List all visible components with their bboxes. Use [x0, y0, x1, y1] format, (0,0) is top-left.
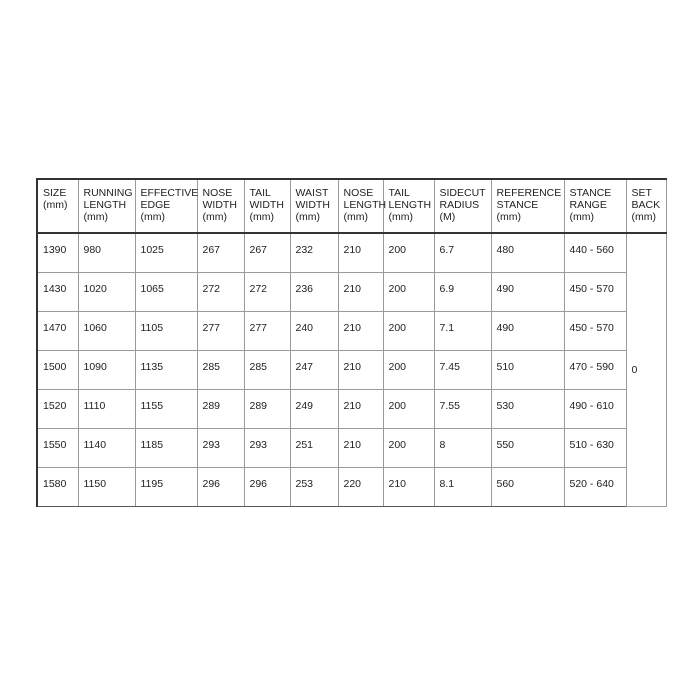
column-header-line: (mm)	[631, 211, 656, 223]
table-row	[37, 350, 666, 389]
table-cell-size: 1550	[37, 428, 78, 467]
column-header-nose-length	[338, 179, 387, 233]
table-cell-reference-stance: 490	[491, 272, 564, 311]
table-cell-nose-length: 210	[338, 350, 383, 389]
column-header-effective-edge	[135, 179, 197, 233]
table-cell-effective-edge: 1185	[135, 428, 197, 467]
column-header-line: (mm)	[569, 211, 594, 223]
table-cell-running-length: 1090	[78, 350, 135, 389]
column-header-waist-width	[290, 179, 338, 233]
column-header-line: SET	[631, 187, 652, 199]
column-header-line: LENGTH	[388, 199, 432, 211]
table-cell-size: 1520	[37, 389, 78, 428]
table-row	[37, 467, 666, 506]
table-cell-sidecut-radius: 8.1	[434, 467, 491, 506]
column-header-line: (mm)	[202, 211, 227, 223]
table-cell-sidecut-radius: 6.7	[434, 233, 491, 272]
table-cell-waist-width: 232	[290, 233, 338, 272]
table-cell-waist-width: 247	[290, 350, 338, 389]
table-cell-tail-length: 200	[383, 428, 434, 467]
table-cell-size: 1580	[37, 467, 78, 506]
table-cell-nose-length: 220	[338, 467, 383, 506]
table-cell-waist-width: 240	[290, 311, 338, 350]
table-cell-tail-length: 200	[383, 233, 434, 272]
table-cell-sidecut-radius: 7.45	[434, 350, 491, 389]
table-cell-tail-width: 267	[244, 233, 290, 272]
table-cell-effective-edge: 1135	[135, 350, 197, 389]
table-cell-stance-range: 440 - 560	[564, 233, 626, 272]
table-cell-nose-length: 210	[338, 272, 383, 311]
table-cell-nose-width: 293	[197, 428, 244, 467]
column-header-set-back	[626, 179, 666, 233]
table-cell-effective-edge: 1105	[135, 311, 197, 350]
column-header-line: REFERENCE	[496, 187, 562, 199]
table-cell-stance-range: 520 - 640	[564, 467, 626, 506]
spec-table	[36, 178, 667, 507]
table-cell-running-length: 1060	[78, 311, 135, 350]
column-header-line: SIDECUT	[439, 187, 486, 199]
table-cell-stance-range: 450 - 570	[564, 311, 626, 350]
column-header-line: STANCE	[496, 199, 539, 211]
column-header-line: SIZE	[43, 187, 67, 199]
table-cell-sidecut-radius: 8	[434, 428, 491, 467]
column-header-stance-range	[564, 179, 626, 233]
table-cell-reference-stance: 560	[491, 467, 564, 506]
table-cell-sidecut-radius: 7.55	[434, 389, 491, 428]
column-header-line: TAIL	[249, 187, 271, 199]
table-cell-nose-width: 296	[197, 467, 244, 506]
column-header-line: STANCE	[569, 187, 612, 199]
column-header-nose-width	[197, 179, 244, 233]
table-cell-size: 1430	[37, 272, 78, 311]
table-cell-reference-stance: 480	[491, 233, 564, 272]
column-header-line: LENGTH	[83, 199, 127, 211]
table-cell-tail-width: 289	[244, 389, 290, 428]
column-header-line: RADIUS	[439, 199, 480, 211]
table-cell-nose-length: 210	[338, 389, 383, 428]
column-header-line: WIDTH	[202, 199, 237, 211]
column-header-line: NOSE	[202, 187, 233, 199]
column-header-line: TAIL	[388, 187, 410, 199]
table-cell-set-back: 0	[626, 233, 666, 506]
table-cell-tail-length: 200	[383, 350, 434, 389]
table-cell-nose-width: 277	[197, 311, 244, 350]
column-header-line: (mm)	[140, 211, 165, 223]
table-cell-size: 1500	[37, 350, 78, 389]
table-cell-running-length: 1110	[78, 389, 135, 428]
table-cell-nose-length: 210	[338, 428, 383, 467]
table-cell-running-length: 1020	[78, 272, 135, 311]
table-cell-stance-range: 470 - 590	[564, 350, 626, 389]
column-header-line: (mm)	[249, 211, 274, 223]
table-cell-tail-width: 293	[244, 428, 290, 467]
table-row	[37, 428, 666, 467]
table-cell-reference-stance: 530	[491, 389, 564, 428]
table-cell-waist-width: 251	[290, 428, 338, 467]
table-cell-running-length: 1140	[78, 428, 135, 467]
table-cell-waist-width: 253	[290, 467, 338, 506]
table-cell-stance-range: 490 - 610	[564, 389, 626, 428]
column-header-line: NOSE	[343, 187, 374, 199]
column-header-line: LENGTH	[343, 199, 387, 211]
table-cell-nose-width: 285	[197, 350, 244, 389]
column-header-line: BACK	[631, 199, 661, 211]
table-cell-nose-width: 272	[197, 272, 244, 311]
column-header-line: EFFECTIVE	[140, 187, 199, 199]
column-header-line: (mm)	[343, 211, 368, 223]
table-cell-effective-edge: 1025	[135, 233, 197, 272]
column-header-running-length	[78, 179, 135, 233]
table-cell-tail-width: 277	[244, 311, 290, 350]
table-cell-reference-stance: 510	[491, 350, 564, 389]
table-cell-size: 1470	[37, 311, 78, 350]
table-row	[37, 389, 666, 428]
table-header	[37, 179, 666, 233]
column-header-tail-length	[383, 179, 434, 233]
table-cell-running-length: 980	[78, 233, 135, 272]
table-body	[37, 233, 666, 506]
table-cell-nose-width: 289	[197, 389, 244, 428]
column-header-line: WIDTH	[249, 199, 284, 211]
column-header-line: (mm)	[295, 211, 320, 223]
table-cell-effective-edge: 1065	[135, 272, 197, 311]
table-cell-effective-edge: 1195	[135, 467, 197, 506]
table-cell-waist-width: 236	[290, 272, 338, 311]
column-header-line: RUNNING	[83, 187, 133, 199]
column-header-line: WAIST	[295, 187, 329, 199]
table-cell-stance-range: 450 - 570	[564, 272, 626, 311]
column-header-reference-stance	[491, 179, 564, 233]
column-header-line: (M)	[439, 211, 456, 223]
table-row	[37, 233, 666, 272]
table-cell-size: 1390	[37, 233, 78, 272]
table-cell-tail-length: 200	[383, 389, 434, 428]
column-header-sidecut-radius	[434, 179, 491, 233]
table-cell-sidecut-radius: 7.1	[434, 311, 491, 350]
column-header-line: (mm)	[43, 199, 68, 211]
table-cell-waist-width: 249	[290, 389, 338, 428]
table-cell-reference-stance: 490	[491, 311, 564, 350]
table-cell-tail-length: 200	[383, 272, 434, 311]
table-cell-tail-width: 272	[244, 272, 290, 311]
column-header-line: EDGE	[140, 199, 171, 211]
table-cell-tail-length: 200	[383, 311, 434, 350]
column-header-line: WIDTH	[295, 199, 330, 211]
table-cell-running-length: 1150	[78, 467, 135, 506]
table-cell-effective-edge: 1155	[135, 389, 197, 428]
table-cell-tail-length: 210	[383, 467, 434, 506]
table-cell-sidecut-radius: 6.9	[434, 272, 491, 311]
table-row	[37, 311, 666, 350]
column-header-tail-width	[244, 179, 290, 233]
column-header-line: (mm)	[83, 211, 108, 223]
table-cell-stance-range: 510 - 630	[564, 428, 626, 467]
column-header-line: RANGE	[569, 199, 607, 211]
table-cell-nose-length: 210	[338, 233, 383, 272]
table-row	[37, 272, 666, 311]
header-row	[37, 179, 666, 233]
table-cell-nose-width: 267	[197, 233, 244, 272]
table-cell-nose-length: 210	[338, 311, 383, 350]
table-cell-tail-width: 296	[244, 467, 290, 506]
table-cell-reference-stance: 550	[491, 428, 564, 467]
table-cell-tail-width: 285	[244, 350, 290, 389]
column-header-line: (mm)	[496, 211, 521, 223]
column-header-line: (mm)	[388, 211, 413, 223]
column-header-size	[37, 179, 78, 233]
